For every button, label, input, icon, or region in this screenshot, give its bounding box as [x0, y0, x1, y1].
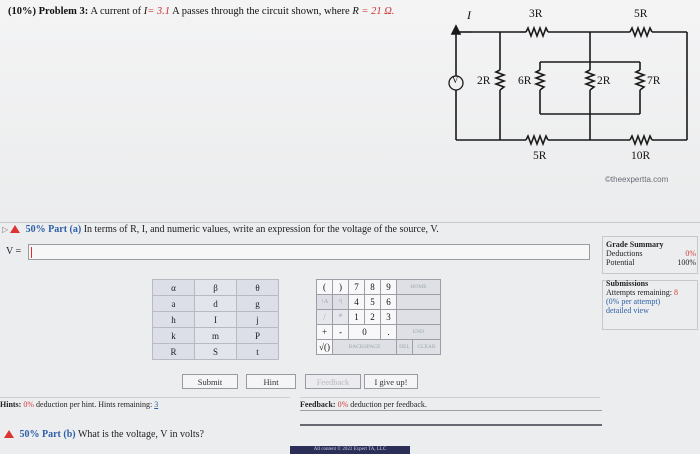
- warning-icon: [10, 225, 20, 233]
- resistor-label-3r: 3R: [529, 8, 543, 20]
- current-label: I: [467, 8, 471, 22]
- numpad-row: [317, 295, 441, 310]
- resistor-label-2r-mid: 2R: [597, 75, 611, 87]
- problem-statement: (10%) Problem 3: A current of I= 3.1 A passes through the circuit shown, where R = 21 Ω.: [8, 6, 395, 17]
- key-home[interactable]: HOME: [397, 280, 441, 295]
- answer-label: V =: [6, 246, 22, 257]
- resistor-label-10r: 10R: [631, 150, 651, 162]
- numeric-keypad: [316, 279, 441, 355]
- potential-row: Potential 100%: [606, 258, 696, 267]
- circuit-diagram: [440, 2, 700, 177]
- keypad-row: [153, 328, 279, 344]
- watermark: ©theexpertta.com: [605, 175, 669, 184]
- give-up-button[interactable]: I give up!: [364, 374, 418, 389]
- warning-icon: [4, 430, 14, 438]
- key-7[interactable]: 7: [349, 280, 365, 295]
- key-minus[interactable]: -: [333, 325, 349, 340]
- resistor-label-5r-bottom: 5R: [533, 150, 547, 162]
- key-h[interactable]: h: [153, 312, 195, 328]
- resistor-label-6r: 6R: [518, 75, 532, 87]
- key-2[interactable]: 2: [365, 310, 381, 325]
- footer-copyright: All content © 2022 Expert TA, LLC: [290, 446, 410, 454]
- key-k[interactable]: k: [153, 328, 195, 344]
- part-a-title: ▷ 50% Part (a) In terms of R, I, and numeric values, write an expression for the voltage of the source, V.: [2, 224, 439, 235]
- resistor-label-7r: 7R: [647, 75, 661, 87]
- key-beta[interactable]: β: [195, 280, 237, 296]
- voltage-source-icon: V: [452, 75, 459, 85]
- keypad-row: [153, 280, 279, 296]
- key-divide[interactable]: /: [317, 310, 333, 325]
- key-3[interactable]: 3: [381, 310, 397, 325]
- key-up-arrow[interactable]: ↑A: [317, 295, 333, 310]
- key-alpha[interactable]: α: [153, 280, 195, 296]
- key-right-arrow[interactable]: [397, 310, 441, 325]
- resistor-label-5r-top: 5R: [634, 8, 648, 20]
- submissions-title: Submissions: [606, 279, 649, 288]
- deductions-row: Deductions 0%: [606, 249, 696, 258]
- key-left-arrow[interactable]: [397, 295, 441, 310]
- key-close-paren[interactable]: ): [333, 280, 349, 295]
- numpad-row: [317, 325, 441, 340]
- side-panel: [606, 240, 696, 315]
- part-b-title: 50% Part (b) What is the voltage, V in volts?: [2, 429, 204, 440]
- key-a[interactable]: a: [153, 296, 195, 312]
- key-d[interactable]: d: [195, 296, 237, 312]
- key-sqrt[interactable]: √(): [317, 340, 333, 355]
- key-r[interactable]: R: [153, 344, 195, 360]
- key-g[interactable]: g: [237, 296, 279, 312]
- submit-button[interactable]: Submit: [182, 374, 238, 389]
- circuit-wires: [440, 2, 700, 177]
- keypad-row: [153, 312, 279, 328]
- feedback-area: [300, 410, 602, 426]
- key-9[interactable]: 9: [381, 280, 397, 295]
- key-8[interactable]: 8: [365, 280, 381, 295]
- hints-info: Hints: 0% deduction per hint. Hints remaining: 3: [0, 397, 290, 409]
- grade-summary-title: Grade Summary: [606, 240, 664, 249]
- answer-row: [4, 244, 594, 260]
- key-5[interactable]: 5: [365, 295, 381, 310]
- hint-button[interactable]: Hint: [246, 374, 296, 389]
- text-caret: [31, 247, 32, 258]
- key-s[interactable]: S: [195, 344, 237, 360]
- key-t[interactable]: t: [237, 344, 279, 360]
- per-attempt: (0% per attempt): [606, 297, 661, 306]
- key-plus[interactable]: +: [317, 325, 333, 340]
- key-0[interactable]: 0: [349, 325, 381, 340]
- key-backspace[interactable]: BACKSPACE: [333, 340, 397, 355]
- answer-input[interactable]: [28, 244, 590, 260]
- numpad-row: [317, 310, 441, 325]
- key-theta[interactable]: θ: [237, 280, 279, 296]
- key-caret[interactable]: ^|: [333, 295, 349, 310]
- key-del[interactable]: DEL: [397, 340, 413, 355]
- key-open-paren[interactable]: (: [317, 280, 333, 295]
- key-i[interactable]: I: [195, 312, 237, 328]
- attempts-remaining: Attempts remaining: 8: [606, 288, 678, 297]
- key-6[interactable]: 6: [381, 295, 397, 310]
- key-j[interactable]: j: [237, 312, 279, 328]
- keypad-row: [153, 344, 279, 360]
- expand-arrow-icon[interactable]: ▷: [2, 225, 9, 234]
- numpad-row: [317, 280, 441, 295]
- feedback-button[interactable]: Feedback: [305, 374, 361, 389]
- variable-keypad: [152, 279, 279, 360]
- key-end[interactable]: END: [397, 325, 441, 340]
- numpad-row: [317, 340, 441, 355]
- keypad-row: [153, 296, 279, 312]
- key-clear[interactable]: CLEAR: [413, 340, 441, 355]
- key-m[interactable]: m: [195, 328, 237, 344]
- key-decimal[interactable]: .: [381, 325, 397, 340]
- key-4[interactable]: 4: [349, 295, 365, 310]
- detailed-view-link[interactable]: detailed view: [606, 306, 649, 315]
- resistor-label-2r-left: 2R: [477, 75, 491, 87]
- key-1[interactable]: 1: [349, 310, 365, 325]
- feedback-info: Feedback: 0% deduction per feedback.: [300, 397, 600, 409]
- key-p[interactable]: P: [237, 328, 279, 344]
- key-multiply[interactable]: *: [333, 310, 349, 325]
